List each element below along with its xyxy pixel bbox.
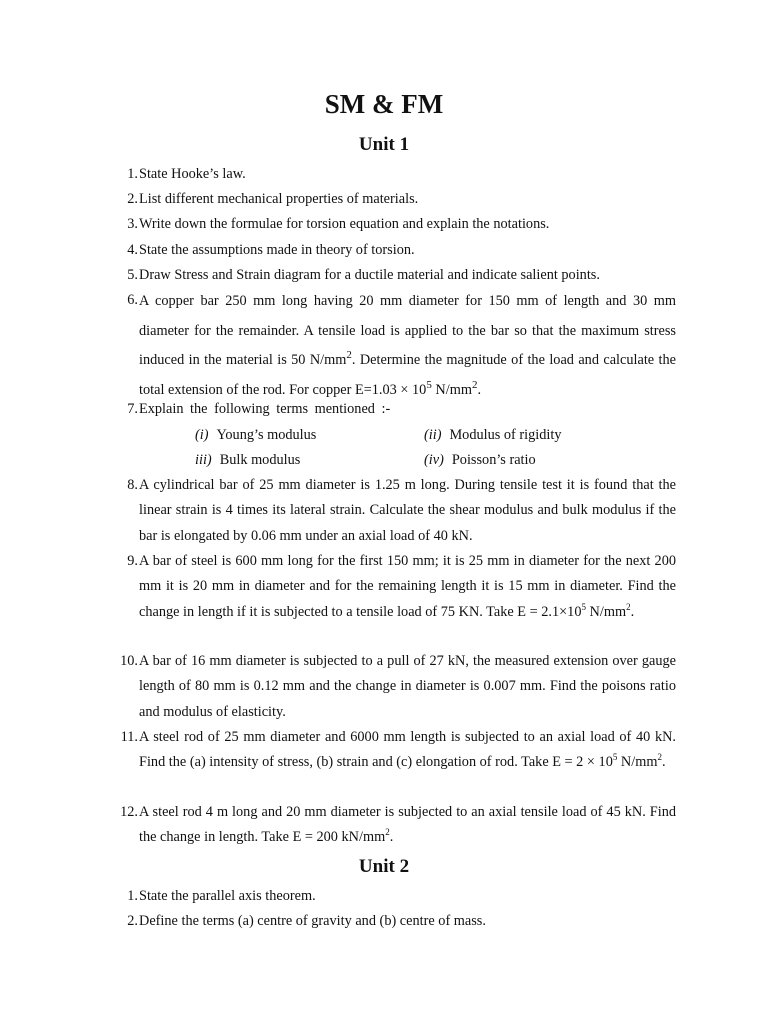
question-text: Define the terms (a) centre of gravity and (b) centre of mass.: [139, 913, 486, 929]
document-title: SM & FM: [324, 89, 444, 119]
unit1-question-6: [108, 287, 676, 405]
unit-2-heading: Unit 2: [358, 856, 410, 877]
question-text: A copper bar 250 mm long having 20 mm diameter for 150 mm of length and 30 mm diameter for the remainder. A tensile load is applied to the bar so that the maximum stress induced in the material is 50 $N/mm^2$. Determine the magnitude of the load and calculate the total extension of the rod. For copper $E=1.03 \times 10^5$ $N/mm^2$.: [139, 293, 676, 398]
question-number: 12.: [120, 804, 138, 820]
question-text: A steel rod 4 m long and 20 mm diameter is subjected to an axial tensile load of 45 kN. Find the change in length. Take E = 200 $kN/mm^2$.: [139, 804, 676, 846]
question-number: 1.: [127, 888, 138, 904]
question-text: A bar of steel is 600 mm long for the first 150 mm; it is 25 mm in diameter for the next 200 mm it is 20 mm in diameter and for the remaining length it is 15 mm in diameter. Find the change in length if it is subjected to a tensile load of 75 KN. Take $E = 2.1\times 10^5$ $N/mm^2$.: [139, 553, 676, 620]
question-number: 1.: [127, 166, 138, 182]
question-number: 7.: [127, 401, 138, 417]
term-item: (ii) Modulus of rigidity: [424, 427, 562, 443]
term-item: (iv) Poisson’s ratio: [424, 452, 536, 468]
term-item: (i) Young’s modulus: [195, 427, 317, 443]
question-number: 11.: [120, 729, 138, 745]
question-number: 6.: [127, 292, 138, 308]
question-number: 4.: [127, 242, 138, 258]
unit1-question-3: [108, 212, 676, 237]
unit1-question-7: [108, 397, 676, 422]
question-text: Write down the formulae for torsion equation and explain the notations.: [139, 216, 550, 232]
question-number: 5.: [127, 267, 138, 283]
question-number: 2.: [127, 913, 138, 929]
question-text: State the parallel axis theorem.: [139, 888, 316, 904]
unit1-question-12: [108, 800, 676, 851]
unit1-question-9: [108, 549, 676, 625]
question-number: 2.: [127, 191, 138, 207]
unit1-question-2: [108, 187, 676, 212]
question-text: Explain the following terms mentioned :-: [139, 401, 391, 417]
unit2-question-1: [108, 884, 676, 909]
question-text: Draw Stress and Strain diagram for a ductile material and indicate salient points.: [139, 267, 600, 283]
question-text: State the assumptions made in theory of torsion.: [139, 242, 415, 258]
question-text: State Hooke’s law.: [139, 166, 246, 182]
unit1-question-10: [108, 649, 676, 725]
question-number: 8.: [127, 477, 138, 493]
term-item: iii) Bulk modulus: [195, 452, 301, 468]
question-number: 3.: [127, 216, 138, 232]
unit-1-heading: Unit 1: [358, 134, 410, 155]
unit1-question-4: [108, 238, 676, 263]
question-number: 9.: [127, 553, 138, 569]
unit1-question-8: [108, 473, 676, 549]
unit1-question-5: [108, 263, 676, 288]
question-text: A cylindrical bar of 25 mm diameter is 1.25 m long. During tensile test it is found that the linear strain is 4 times its lateral strain. Calculate the shear modulus and bulk modulus if the bar is elongated by 0.06 mm under an axial load of 40 kN.: [139, 477, 676, 544]
question-text: A bar of 16 mm diameter is subjected to a pull of 27 kN, the measured extension over gauge length of 80 mm is 0.12 mm and the change in diameter is 0.007 mm. Find the poisons ratio and modulus of elasticity.: [139, 653, 676, 720]
unit1-question-1: [108, 162, 676, 187]
unit2-question-2: [108, 909, 676, 934]
question-text: List different mechanical properties of materials.: [139, 191, 419, 207]
question-number: 10.: [120, 653, 138, 669]
question-text: A steel rod of 25 mm diameter and 6000 mm length is subjected to an axial load of 40 kN. Find the (a) intensity of stress, (b) strain and (c) elongation of rod. Take $E = 2 \times 10^5$ $N/mm^2$.: [139, 729, 676, 771]
unit1-question-11: [108, 725, 676, 776]
